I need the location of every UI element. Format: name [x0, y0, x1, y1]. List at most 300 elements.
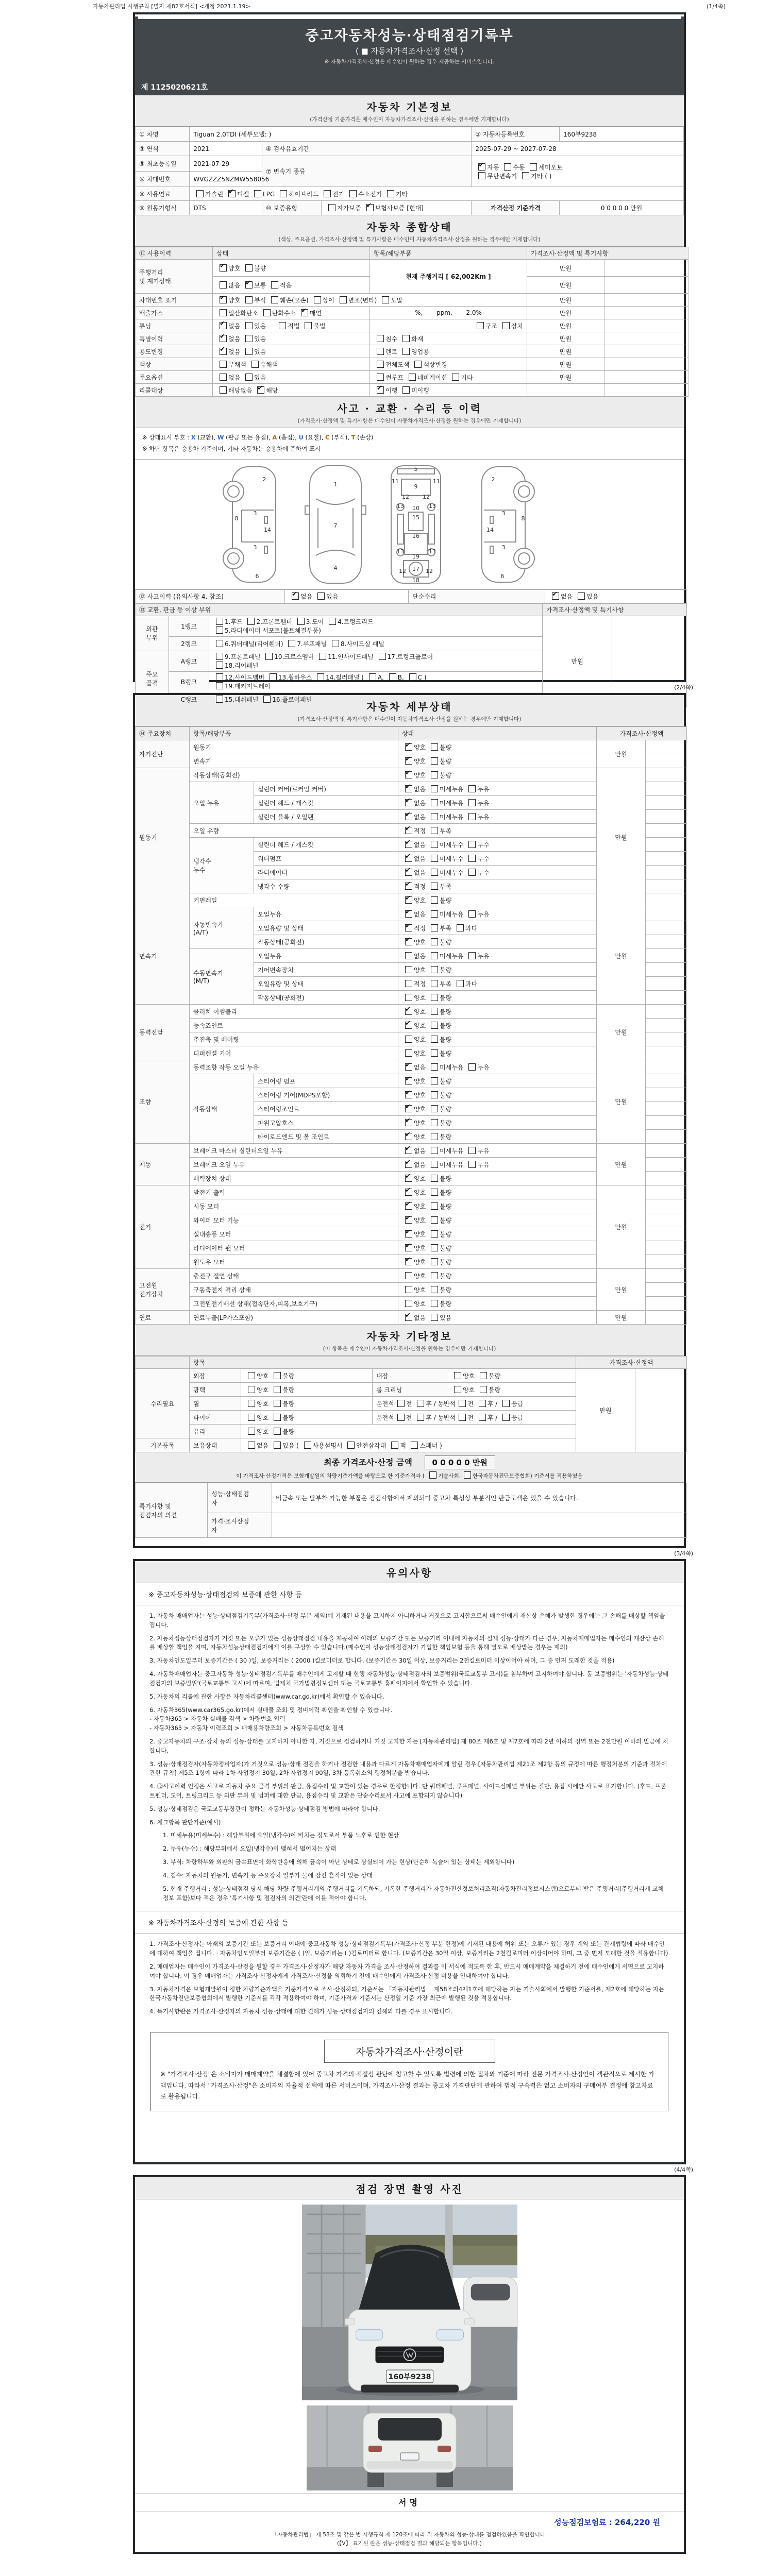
cell: 만원 — [527, 371, 604, 384]
checkbox-unchecked-icon — [502, 322, 510, 329]
checkbox-unchecked-icon — [431, 1049, 438, 1057]
checkbox-unchecked-icon — [254, 190, 261, 197]
cell: ✔ 양호 불량 — [398, 1185, 597, 1199]
cell: ⑫ 사고이력 (유의사항 4. 참조) — [136, 589, 285, 603]
cell: 디퍼렌셜 기어 — [190, 1046, 398, 1060]
cell: 9.프론트패널 10.크로스멤버 11.인사이드패널 17.트렁크플로어 18.리어패널 — [209, 651, 543, 671]
cell: 실린더 헤드 / 개스킷 — [254, 796, 398, 810]
checkbox-unchecked-icon — [431, 1202, 438, 1210]
cell — [646, 1005, 687, 1019]
legend-line-1 — [142, 432, 677, 444]
cell: 양호 불량 — [398, 1269, 597, 1283]
checkbox-unchecked-icon — [431, 1161, 438, 1168]
cell — [646, 921, 687, 935]
checkbox-unchecked-icon — [431, 855, 438, 862]
svg-text:3: 3 — [501, 510, 505, 517]
checkbox-unchecked-icon — [409, 374, 416, 381]
section-photos-header — [135, 2177, 684, 2199]
notice-item: 4. 침수: 자동차의 원동기, 변속기 등 주요장치 일부가 물에 잠긴 흔적이 있는 상태 — [163, 1871, 373, 1879]
checkbox-unchecked-icon — [431, 910, 438, 918]
svg-text:1: 1 — [333, 481, 337, 488]
cell: ✔ 없음 미세누유 누유 — [398, 796, 597, 810]
checkbox-checked-icon — [405, 938, 412, 945]
cell: 작동상태(공회전) — [254, 991, 398, 1005]
cell — [646, 754, 687, 768]
checkbox-unchecked-icon — [431, 757, 438, 765]
cell: 자동변속기 (A/T) — [190, 907, 254, 949]
checkbox-unchecked-icon — [332, 640, 339, 647]
cell: ✔ 없음 미세누유 누유 — [398, 782, 597, 796]
cell: 160부9238 — [560, 127, 684, 142]
section-title: 점검 장면 촬영 사진 — [356, 2183, 463, 2195]
cell: ✔ 없음 미세누유 누유 — [398, 810, 597, 824]
checkbox-unchecked-icon — [405, 1049, 412, 1057]
cell: 작동상태(공회전) — [190, 768, 398, 782]
cell — [646, 1255, 687, 1269]
checkbox-unchecked-icon — [409, 673, 416, 681]
cell: 차대번호 표기 — [136, 294, 213, 307]
cell: 만원 — [597, 740, 646, 768]
cell: 오일누유 — [254, 907, 398, 921]
cell: 가격·조사산정 자 — [208, 1513, 272, 1538]
checkbox-unchecked-icon — [263, 696, 271, 703]
notice-item: 5. 자동차의 리콜에 관한 사항은 자동차리콜센터(www.car.go.kr)에서 확인할 수 있습니다. — [149, 1692, 384, 1700]
section-title: 자동차 종합상태 — [366, 221, 452, 233]
cell: 타이어 — [190, 1411, 241, 1425]
cell: ✔ 양호 불량 — [398, 1102, 597, 1116]
cell: ✔ 양호 불량 — [398, 1255, 597, 1269]
checkbox-unchecked-icon — [314, 296, 321, 303]
checkbox-unchecked-icon — [377, 348, 384, 355]
svg-text:13: 13 — [396, 502, 404, 510]
cell: ② 자동차등록번호 — [472, 127, 560, 142]
signature-section-title: 서명 — [135, 2494, 684, 2512]
checkbox-unchecked-icon — [216, 640, 223, 647]
notice-item: 2. 누유(누수) : 해당부위에서 오일(냉각수)이 맺혀서 떨어지는 상태 — [163, 1845, 337, 1853]
svg-text:2: 2 — [491, 476, 495, 483]
cell: 룸 크리닝 — [373, 1383, 447, 1397]
svg-text:8: 8 — [234, 515, 238, 522]
cell — [604, 384, 688, 397]
checkbox-unchecked-icon — [317, 673, 324, 681]
legend-text: ※ 상태표시 부호 : — [142, 434, 191, 441]
cell: 브레이크 오일 누유 — [190, 1158, 398, 1172]
cell: 만원 — [576, 1369, 635, 1452]
section-note: (가격조사·산정액 및 특기사항은 매수인이 자동차가격조사·산정을 원하는 경우에만 기재합니다) — [297, 716, 522, 722]
cell: 만원 — [597, 1185, 646, 1269]
checkbox-checked-icon — [405, 1091, 412, 1098]
cell: ✔ 없음 미세누수 누수 — [398, 866, 597, 879]
page-marker-4: (4/4쪽) — [674, 2166, 693, 2173]
top-note — [93, 2, 726, 10]
checkbox-unchecked-icon — [274, 1442, 281, 1449]
cell: 자가보증 ✔보험사보증 [현대] — [322, 201, 472, 215]
cell — [646, 907, 687, 921]
svg-text:9: 9 — [414, 483, 417, 490]
checkbox-unchecked-icon — [297, 618, 305, 625]
checkbox-unchecked-icon — [431, 771, 438, 778]
cell: 배출가스 — [136, 307, 213, 319]
notice-item: 3. 자동차가격은 보험개발원이 정한 차량기준가액을 기준가격으로 조사·산정하되, 기준서는 「자동차관리법」 제58조의4제1호에 해당하는 자는 기술사회에서 발행한 기준서를, 제2호에 해당하는 자는 한국자동차진단보증협회에서 발행한 기준서를 각각 적용하여야 하며, 기준가격과 기준서는 산정일 기준 가장 최근에 발행된 것을 적용합니다. — [149, 1985, 665, 2002]
checkbox-unchecked-icon — [220, 281, 227, 289]
cell: ✔ 양호 불량 — [398, 1227, 597, 1241]
section-note: (색상, 주요옵션, 가격조사·산정액 및 특기사항은 매수인이 자동차가격조사·산정을 원하는 경우에만 기재합니다) — [278, 236, 541, 243]
cell — [604, 260, 688, 277]
svg-text:12: 12 — [422, 493, 430, 500]
checkbox-unchecked-icon — [391, 1442, 398, 1449]
cell: 없음 있음 — [213, 371, 370, 384]
cell — [646, 1297, 687, 1311]
cell: ✔ 없음 미세누유 누유 — [398, 1060, 597, 1074]
checkbox-checked-icon — [405, 1202, 412, 1210]
cell: 자기진단 — [136, 740, 190, 768]
checkbox-unchecked-icon — [530, 163, 537, 171]
checkbox-unchecked-icon — [431, 1105, 438, 1112]
page-marker-3: (3/4쪽) — [674, 1550, 693, 1557]
checkbox-unchecked-icon — [270, 673, 277, 681]
checkbox-checked-icon — [405, 841, 412, 848]
document-number: 제 1125020621호 — [135, 81, 684, 95]
cell: 스티어링조인트 — [254, 1102, 398, 1116]
cell: 2랭크 — [169, 636, 209, 651]
checkbox-unchecked-icon — [464, 1471, 471, 1479]
svg-text:2: 2 — [262, 476, 266, 483]
cell — [646, 1074, 687, 1088]
inspector-opinion-table — [135, 1483, 687, 1538]
title-stripe — [138, 16, 681, 19]
checkbox-checked-icon — [220, 335, 227, 342]
checkbox-unchecked-icon — [216, 626, 223, 634]
column-header-cell: ⑬ 교환, 판금 등 이상 부위 — [136, 603, 543, 616]
checkbox-unchecked-icon — [431, 980, 438, 987]
checkbox-unchecked-icon — [431, 952, 438, 959]
checkbox-unchecked-icon — [245, 348, 253, 355]
checkbox-unchecked-icon — [274, 1428, 281, 1435]
document-subtitle: ( ■ 자동차가격조사·산정 선택 ) — [355, 46, 464, 56]
cell: 동력전달 — [136, 1005, 190, 1060]
cell: 실내송풍 모터 — [190, 1227, 398, 1241]
checkbox-checked-icon — [405, 910, 412, 918]
checkbox-unchecked-icon — [317, 592, 325, 600]
section-overall-header — [135, 215, 684, 247]
checkbox-unchecked-icon — [454, 1386, 461, 1393]
column-header-cell: 가격조사·산정액 및 특기사항 — [527, 247, 688, 260]
cell: 비금속 또는 탈부착 가능한 부품은 점검사항에서 제외되며 중고차 특성상 부분적인 판금도색은 있을 수 있습니다. — [272, 1483, 687, 1513]
notice-item: 3. 성능·상태점검자(자동차정비업자)가 거짓으로 성능·상태 점검을 하거나 점검한 내용과 다르게 자동차매매업자에게 알린 경우 [자동차관리법 제21조 제2항 등의 규정에 따른 행정처분의 기준과 절차에 관한 규칙] 제5조 1항에 따라 1차 사업정지 30일, 2차 사업정지 90일, 3차 등록취소의 행정처분을 받습니다. — [149, 1760, 667, 1777]
cell: 없음 미세누유 누유 — [398, 949, 597, 963]
checkbox-checked-icon — [405, 771, 412, 778]
checkbox-unchecked-icon — [468, 813, 476, 820]
svg-text:7: 7 — [333, 522, 337, 529]
cell — [604, 307, 688, 319]
svg-text:6: 6 — [255, 572, 259, 580]
status-code-letter: U — [298, 434, 304, 441]
checkbox-unchecked-icon — [504, 163, 511, 171]
checkbox-unchecked-icon — [431, 883, 438, 890]
inspection-photo-front — [296, 2205, 523, 2400]
cell: 단순수리 — [409, 589, 545, 603]
checkbox-unchecked-icon — [245, 296, 253, 303]
cell: 유리 — [190, 1425, 241, 1438]
signature-footer — [135, 2531, 684, 2548]
checkbox-unchecked-icon — [454, 1372, 461, 1379]
checkbox-unchecked-icon — [405, 980, 412, 987]
cell — [635, 1369, 687, 1452]
cell: ✔ 양호 불량 — [398, 935, 597, 949]
checkbox-checked-icon — [301, 309, 308, 316]
svg-text:4: 4 — [333, 564, 337, 571]
checkbox-unchecked-icon — [405, 1272, 412, 1279]
checkbox-unchecked-icon — [431, 799, 438, 806]
notice-item: 4. 자동차매매업자는 중고자동차 성능·상태점검기록부를 매수인에게 고지할 때 현행 자동차성능·상태점검자의 보증범위(국토교통부 고시)를 첨부하여 고지하여야 합니다. 동 보증범위는 '자동차성능·상태점검자의 보증범위'(국토교통부 고시)에 따르며, 법제처 국가법령정보센터 또는 국토교통부 홈페이지에서 확인할 수 있습니다. — [149, 1670, 669, 1687]
cell: 냉각수 누수 — [190, 838, 254, 893]
cell — [646, 1116, 687, 1130]
cell: ✔ 양호 불량 — [398, 1130, 597, 1144]
notice-item: 1. 미세누유(미세누수) : 해당부위에 오일(냉각수)이 비치는 정도로서 부품 노후로 인한 현상 — [163, 1832, 399, 1839]
cell: 많음 ✔보통 적음 — [213, 277, 370, 294]
cell: 변속기 — [136, 907, 190, 1005]
notice-item: 6. 체크항목 판단기준(예시) — [149, 1818, 221, 1826]
checkbox-checked-icon — [405, 785, 412, 792]
checkbox-unchecked-icon — [477, 322, 484, 329]
checkbox-unchecked-icon — [417, 1414, 424, 1421]
cell — [646, 782, 687, 796]
cell: 만원 — [597, 1144, 646, 1185]
cell: ④ 검사유효기간 — [262, 142, 472, 156]
checkbox-checked-icon — [405, 869, 412, 876]
cell: 등속죠인트 — [190, 1019, 398, 1032]
cell: 보유상태 — [190, 1438, 241, 1452]
cell: %, ppm, 2.0% — [370, 307, 527, 319]
checkbox-unchecked-icon — [431, 924, 438, 931]
cell — [646, 991, 687, 1005]
legend-text: (교환), — [195, 434, 217, 441]
svg-text:14: 14 — [486, 526, 494, 533]
checkbox-unchecked-icon — [405, 994, 412, 1001]
checkbox-unchecked-icon — [216, 673, 223, 681]
checkbox-unchecked-icon — [389, 673, 396, 681]
cell: 무채색 유채색 — [213, 358, 370, 371]
cell — [646, 1046, 687, 1060]
notice-item: 4. 특기사항란은 가격조사·산정자의 자동차 성능·상태에 대한 견해가 성능·상태점검자의 견해와 다를 경우 표시합니다. — [149, 2008, 452, 2015]
cell — [604, 371, 688, 384]
cell: 스티어링 기어(MDPS포함) — [254, 1088, 398, 1102]
legend-text: (요철), — [303, 434, 326, 441]
checkbox-unchecked-icon — [248, 1386, 255, 1393]
notice-item: 5. 성능·상태점검은 국토교통부장관이 정하는 자동차성능·상태점검 방법에 따라야 합니다. — [149, 1805, 380, 1812]
checkbox-unchecked-icon — [468, 1147, 476, 1154]
checkbox-unchecked-icon — [279, 322, 286, 329]
cell — [646, 838, 687, 852]
cell: 만원 — [527, 307, 604, 319]
checkbox-unchecked-icon — [196, 190, 204, 197]
cell — [646, 949, 687, 963]
cell: 6.쿼터패널(리어휀더) 7.루프패널 8.사이드실 패널 — [209, 636, 543, 651]
cell — [646, 824, 687, 838]
checkbox-unchecked-icon — [417, 1400, 424, 1407]
checkbox-unchecked-icon — [245, 264, 253, 272]
checkbox-unchecked-icon — [431, 1119, 438, 1126]
cell — [646, 963, 687, 977]
checkbox-unchecked-icon — [431, 1244, 438, 1251]
cell: 양호 불량 — [398, 1283, 597, 1297]
checkbox-unchecked-icon — [274, 1414, 281, 1421]
checkbox-unchecked-icon — [431, 1314, 438, 1321]
cell — [646, 893, 687, 907]
cell — [646, 1283, 687, 1297]
cell — [604, 358, 688, 371]
checkbox-unchecked-icon — [468, 869, 476, 876]
checkbox-unchecked-icon — [216, 662, 223, 669]
cell: 해당없음 ✔해당 — [213, 384, 370, 397]
sheet-page-4 — [133, 2175, 686, 2554]
checkbox-unchecked-icon — [247, 618, 255, 625]
cell: 워터펌프 — [254, 852, 398, 866]
cell — [646, 1311, 687, 1325]
checkbox-checked-icon — [405, 813, 412, 820]
checkbox-unchecked-icon — [459, 1400, 466, 1407]
checkbox-unchecked-icon — [329, 618, 336, 625]
cell: ① 차명 — [136, 127, 190, 142]
svg-text:19: 19 — [412, 553, 419, 560]
final-price-label: 최종 가격조사·산정 금액 — [324, 1458, 412, 1467]
cell: 수동변속기 (M/T) — [190, 949, 254, 1005]
checkbox-checked-icon — [377, 386, 384, 394]
cell: ✔ 없음 있음 — [285, 589, 409, 603]
checkbox-checked-icon — [552, 592, 559, 600]
cell: ✔ 양호 부식 훼손(오손) 상이 변조(변타) 도말 — [213, 294, 527, 307]
cell — [646, 1019, 687, 1032]
cell: ⑩ 보증유형 — [262, 201, 321, 215]
column-header-cell: 가격조사·산정액 — [576, 1357, 687, 1369]
cell: 냉각수 수량 — [254, 879, 398, 893]
cell: 만원 — [527, 358, 604, 371]
checkbox-unchecked-icon — [431, 841, 438, 848]
cell: 양호 불량 — [447, 1369, 576, 1383]
cell — [646, 740, 687, 754]
checkbox-unchecked-icon — [468, 1161, 476, 1168]
cell: 2025-07-29 ~ 2027-07-28 — [472, 142, 684, 156]
final-price-amount: 0 0 0 0 0 만원 — [425, 1455, 495, 1469]
cell: 실린더 헤드 / 개스킷 — [254, 838, 398, 852]
cell — [646, 1088, 687, 1102]
checkbox-checked-icon — [405, 1147, 412, 1154]
cell: 작동상태 — [190, 1074, 254, 1144]
cell: ✔ 양호 불량 — [398, 893, 597, 907]
column-header-cell: 항목 — [190, 1357, 576, 1369]
cell — [646, 1172, 687, 1185]
final-price-note: 이 가격조사·산정가격은 보험개발원의 차량기준가액을 바탕으로 한 기준가격과 ( 기술사회, 한국자동차진단보증협회) 기준서를 적용하였음 — [135, 1471, 684, 1480]
svg-text:5: 5 — [414, 465, 417, 472]
checkbox-unchecked-icon — [405, 1286, 412, 1293]
document-title-note: ※ 자동차가격조사·산정은 매수인이 원하는 경우 제공하는 서비스입니다. — [324, 59, 495, 65]
cell: ✔ 없음 미세누수 누수 — [398, 852, 597, 866]
cell: 고전원 전기장치 — [136, 1269, 190, 1311]
svg-text:3: 3 — [253, 510, 257, 517]
footer-line-1: 「자동차관리법」 제 58조 및 같은 법 시행규칙 제 120조에 따라 위 자동차의 성능·상태를 점검하였음을 확인합니다. — [272, 2532, 547, 2538]
cell — [646, 1060, 687, 1074]
cell: 클러치 어셈블리 — [190, 1005, 398, 1019]
cell — [646, 866, 687, 879]
checkbox-checked-icon — [405, 896, 412, 904]
cell: 동력조향 작동 오일 누유 — [190, 1060, 398, 1074]
cell: 전체도색 색상변경 — [370, 358, 527, 371]
cell: 양호 불량 — [398, 1297, 597, 1311]
checkbox-unchecked-icon — [431, 1022, 438, 1029]
cell: ✔ 양호 불량 — [398, 1199, 597, 1213]
cell: 광택 — [190, 1383, 241, 1397]
checkbox-checked-icon — [405, 827, 412, 834]
cell: 오일누유 — [254, 949, 398, 963]
checkbox-unchecked-icon — [216, 618, 223, 625]
cell: 튜닝 — [136, 319, 213, 332]
checkbox-unchecked-icon — [480, 1372, 487, 1379]
price-appraisal-definition-box — [150, 2032, 668, 2111]
status-code-letter: C — [325, 434, 330, 441]
checkbox-unchecked-icon — [397, 1414, 405, 1421]
notice-subsection-1-title: ※ 중고자동차성능·상태점검의 보증에 관한 사항 등 — [135, 1583, 684, 1605]
svg-text:17: 17 — [412, 565, 419, 572]
svg-text:6: 6 — [500, 572, 504, 580]
cell: 작동상태(공회전) — [254, 935, 398, 949]
cell: ✔ 이행 미이행 — [370, 384, 527, 397]
cell: ✔ 없음 있음 — [213, 332, 370, 345]
cell: 만원 — [597, 1005, 646, 1060]
section-note: (이 항목은 매수인이 자동차가격조사·산정을 원하는 경우에만 기재합니다) — [323, 1346, 496, 1352]
checkbox-checked-icon — [292, 592, 299, 600]
cell: 조향 — [136, 1060, 190, 1144]
checkbox-unchecked-icon — [402, 335, 410, 342]
checkbox-unchecked-icon — [216, 653, 223, 660]
notice-item: 1. 가격조사·산정자는 아래의 보증기간 또는 보증거리 이내에 중고자동차 성능·상태점검기록부(가격조사·산정 부분 한정)에 기재된 내용에 허위 또는 오류가 있는 경우 계약 또는 관계법령에 따라 매수인에 대하여 책임을 집니다. · 자동차인도일부터 보증기간은 ( )일, 보증거리는 ( )킬로미터로 합니다. (보증기간은 30일 이상, 보증거리는 2천킬로미터 이상이어야 하며, 그 중 먼저 도래한 것을 적용합니다) — [149, 1940, 668, 1957]
cell: 양호 불량 — [241, 1369, 373, 1383]
cell: 적정 부족 과다 — [398, 977, 597, 991]
cell — [527, 384, 604, 397]
checkbox-unchecked-icon — [522, 172, 529, 179]
cell: 충전구 절연 상태 — [190, 1269, 398, 1283]
checkbox-checked-icon — [220, 264, 227, 272]
checkbox-unchecked-icon — [431, 827, 438, 834]
cell: 성능·상태점검 자 — [208, 1483, 272, 1513]
checkbox-unchecked-icon — [457, 980, 464, 987]
overall-condition-table — [135, 247, 688, 397]
etc-info-table — [135, 1356, 687, 1452]
checkbox-unchecked-icon — [457, 924, 464, 931]
section-accident-header — [135, 397, 684, 428]
cell: B랭크 — [169, 671, 209, 692]
svg-text:3: 3 — [253, 544, 257, 551]
checkbox-unchecked-icon — [382, 296, 389, 303]
cell: ✔ 양호 불량 — [398, 1088, 597, 1102]
checkbox-unchecked-icon — [271, 281, 278, 289]
checkbox-unchecked-icon — [405, 1036, 412, 1043]
checkbox-unchecked-icon — [479, 1414, 486, 1421]
cell: 만원 — [597, 907, 646, 1005]
notice-item: 5. 현재 주행거리 : 성능·상태점검 당시 해당 차량 주행거리계의 주행거리를 기록하되, 기록한 주행거리가 자동차전산정보처리조직(자동차관리정보시스템)으로부터 받은 주행거리(주행거리계 교체 정보 포함)보다 적은 경우 '특기사항 및 점검자의 의견'란에 이를 적어야 합니다. — [163, 1885, 664, 1902]
cell: 전기 — [136, 1185, 190, 1269]
checkbox-checked-icon — [405, 1077, 412, 1084]
checkbox-unchecked-icon — [377, 361, 384, 368]
cell: 구동축전지 격리 상태 — [190, 1283, 398, 1297]
checkbox-checked-icon — [405, 1216, 412, 1224]
basic-info-table — [135, 127, 684, 215]
checkbox-checked-icon — [405, 924, 412, 931]
column-header-cell: 가격조사·산정액 및 특기사항 — [543, 603, 687, 616]
cell: 주요 골격 — [136, 651, 169, 706]
cell: 연료 — [136, 1311, 190, 1325]
checkbox-unchecked-icon — [431, 785, 438, 792]
status-code-legend — [135, 428, 684, 460]
